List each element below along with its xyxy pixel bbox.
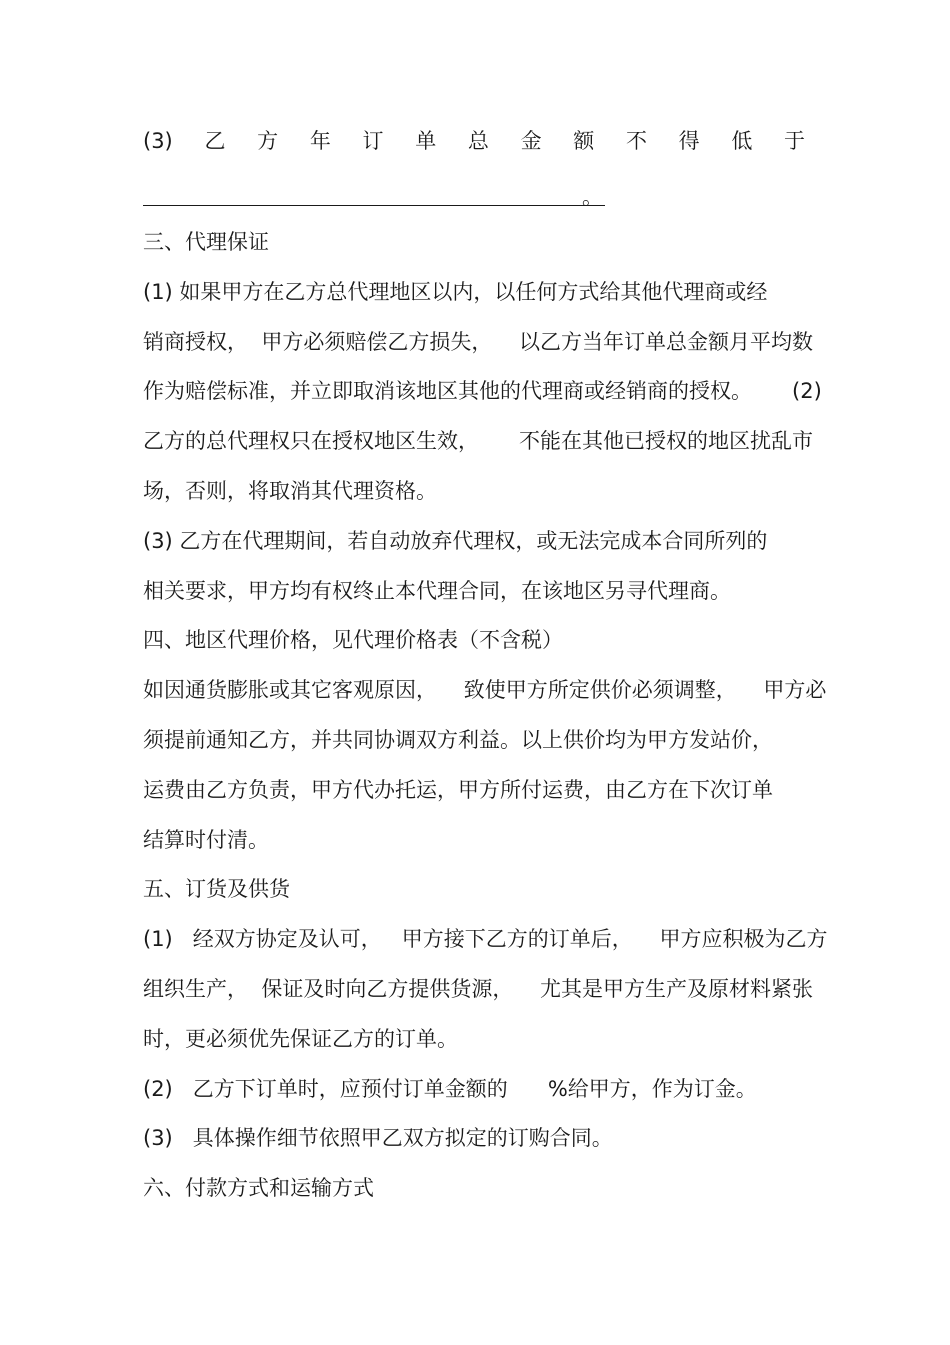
paragraph-line: (1) 如果甲方在乙方总代理地区以内，以任何方式给其他代理商或经 [143,280,768,304]
paragraph-line: 作为赔偿标准，并立即取消该地区其他的代理商或经销商的授权。 (2) [143,379,822,403]
clause-char: 订 [362,129,384,153]
paragraph-line: 运费由乙方负责，甲方代办托运，甲方所付运费，由乙方在下次订单 [143,778,773,802]
clause-char: 低 [731,129,753,153]
paragraph-line: 相关要求，甲方均有权终止本代理合同，在该地区另寻代理商。 [143,579,731,603]
paragraph-line: 结算时付清。 [143,828,269,852]
clause-char: 年 [309,129,331,153]
paragraph-line: (3) 具体操作细节依照甲乙双方拟定的订购合同。 [143,1126,613,1150]
paragraph-line: (2) 乙方下订单时，应预付订单金额的 %给甲方，作为订金。 [143,1077,757,1101]
clause-char: 得 [678,129,700,153]
clause-char: 额 [573,129,595,153]
section-heading: 四、地区代理价格，见代理价格表（不含税） [143,628,563,652]
fill-in-blank-line [143,183,605,209]
paragraph-line: 销商授权， 甲方必须赔偿乙方损失， 以乙方当年订单总金额月平均数 [143,330,814,354]
clause-3-order-minimum [143,121,805,161]
paragraph-line: 须提前通知乙方，并共同协调双方利益。以上供价均为甲方发站价， [143,728,773,752]
section-heading: 六、付款方式和运输方式 [143,1176,374,1200]
clause-char: 不 [625,129,647,153]
paragraph-line: 组织生产， 保证及时向乙方提供货源， 尤其是甲方生产及原材料紧张 [143,977,814,1001]
clause-char: 方 [257,129,279,153]
clause-char: 于 [784,129,805,153]
paragraph-line: 场，否则，将取消其代理资格。 [143,479,437,503]
clause-number: (3) [143,129,173,153]
paragraph-line: (3) 乙方在代理期间，若自动放弃代理权，或无法完成本合同所列的 [143,529,768,553]
clause-char: 总 [467,129,489,153]
section-heading: 三、代理保证 [143,230,269,254]
clause-char: 乙 [204,129,226,153]
clause-char: 单 [415,129,437,153]
clause-char: 金 [520,129,542,153]
paragraph-line: 乙方的总代理权只在授权地区生效， 不能在其他已授权的地区扰乱市 [143,429,814,453]
blank-end-mark: 。 [582,185,603,209]
paragraph-line: (1) 经双方协定及认可， 甲方接下乙方的订单后， 甲方应积极为乙方 [143,927,828,951]
section-heading: 五、订货及供货 [143,877,290,901]
paragraph-line: 如因通货膨胀或其它客观原因， 致使甲方所定供价必须调整， 甲方必 [143,678,827,702]
paragraph-line: 时，更必须优先保证乙方的订单。 [143,1027,458,1051]
